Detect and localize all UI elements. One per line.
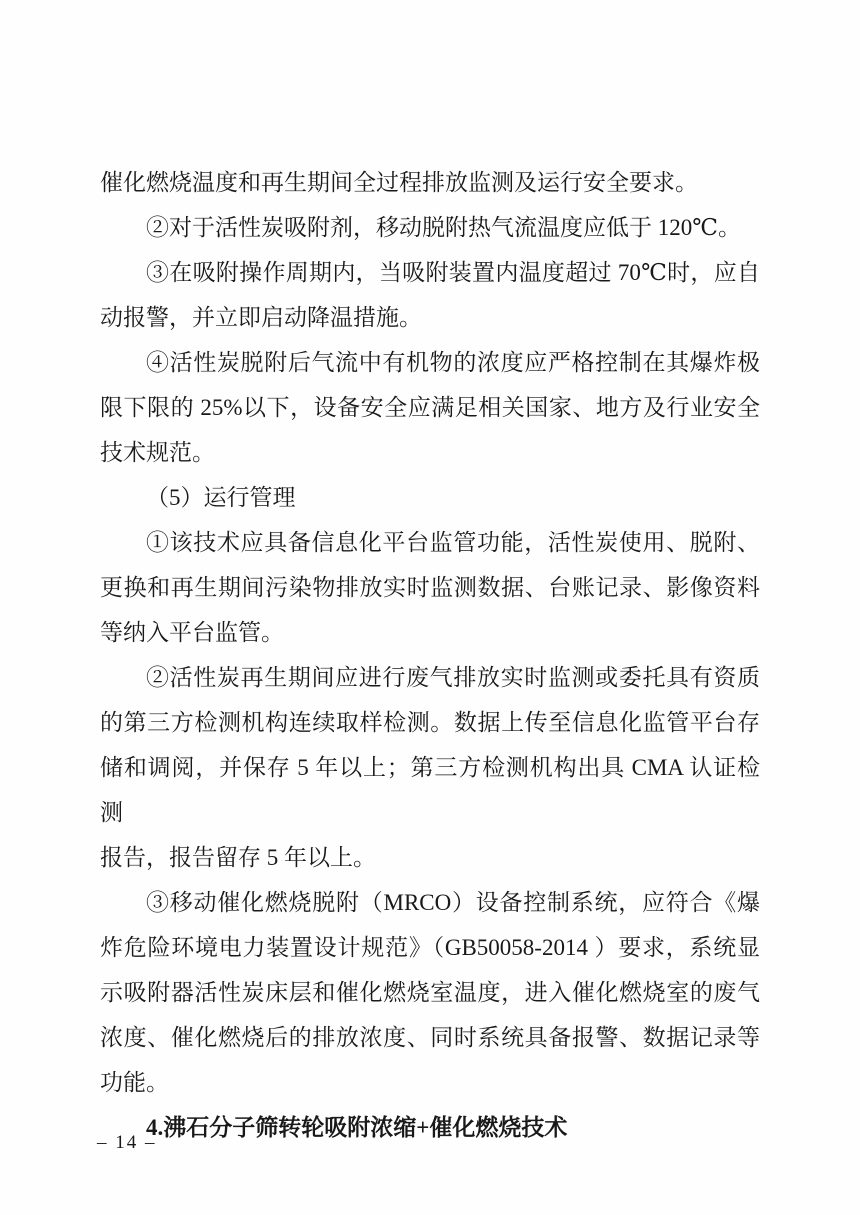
body-text-line: 报告，报告留存 5 年以上。 (100, 845, 376, 870)
body-text-line: 浓度、催化燃烧后的排放浓度、同时系统具备报警、数据记录等 (100, 1025, 760, 1050)
body-text-line: 的第三方检测机构连续取样检测。数据上传至信息化监管平台存 (100, 710, 760, 735)
body-text-line: ②对于活性炭吸附剂，移动脱附热气流温度应低于 120℃。 (146, 215, 741, 240)
body-text-line: 炸危险环境电力装置设计规范》（GB50058-2014 ）要求，系统显 (100, 935, 760, 960)
body-text-line: （5）运行管理 (146, 485, 296, 510)
body-text-line: ③在吸附操作周期内，当吸附装置内温度超过 70℃时，应自 (146, 260, 760, 285)
body-text-line: 动报警，并立即启动降温措施。 (100, 305, 422, 330)
body-text-line: 限下限的 25%以下，设备安全应满足相关国家、地方及行业安全 (100, 395, 760, 420)
body-text-line: 技术规范。 (100, 440, 215, 465)
body-text-line: 催化燃烧温度和再生期间全过程排放监测及运行安全要求。 (100, 170, 698, 195)
body-text-line: 示吸附器活性炭床层和催化燃烧室温度，进入催化燃烧室的废气 (100, 980, 760, 1005)
body-text-line: 等纳入平台监管。 (100, 620, 284, 645)
body-text-line: ①该技术应具备信息化平台监管功能，活性炭使用、脱附、 (146, 530, 760, 555)
document-body (100, 160, 760, 1150)
page-number: – 14 – (97, 1132, 157, 1153)
body-text-line: ②活性炭再生期间应进行废气排放实时监测或委托具有资质 (146, 665, 760, 690)
page-footer (97, 1128, 157, 1158)
body-text-line: 储和调阅，并保存 5 年以上；第三方检测机构出具 CMA 认证检测 (100, 755, 760, 825)
body-text-line: ③移动催化燃烧脱附（MRCO）设备控制系统，应符合《爆 (146, 890, 760, 915)
body-text-line: 更换和再生期间污染物排放实时监测数据、台账记录、影像资料 (100, 575, 760, 600)
body-text-line: ④活性炭脱附后气流中有机物的浓度应严格控制在其爆炸极 (146, 350, 760, 375)
section-heading-line: 4.沸石分子筛转轮吸附浓缩+催化燃烧技术 (146, 1115, 568, 1140)
body-text-line: 功能。 (100, 1070, 169, 1095)
